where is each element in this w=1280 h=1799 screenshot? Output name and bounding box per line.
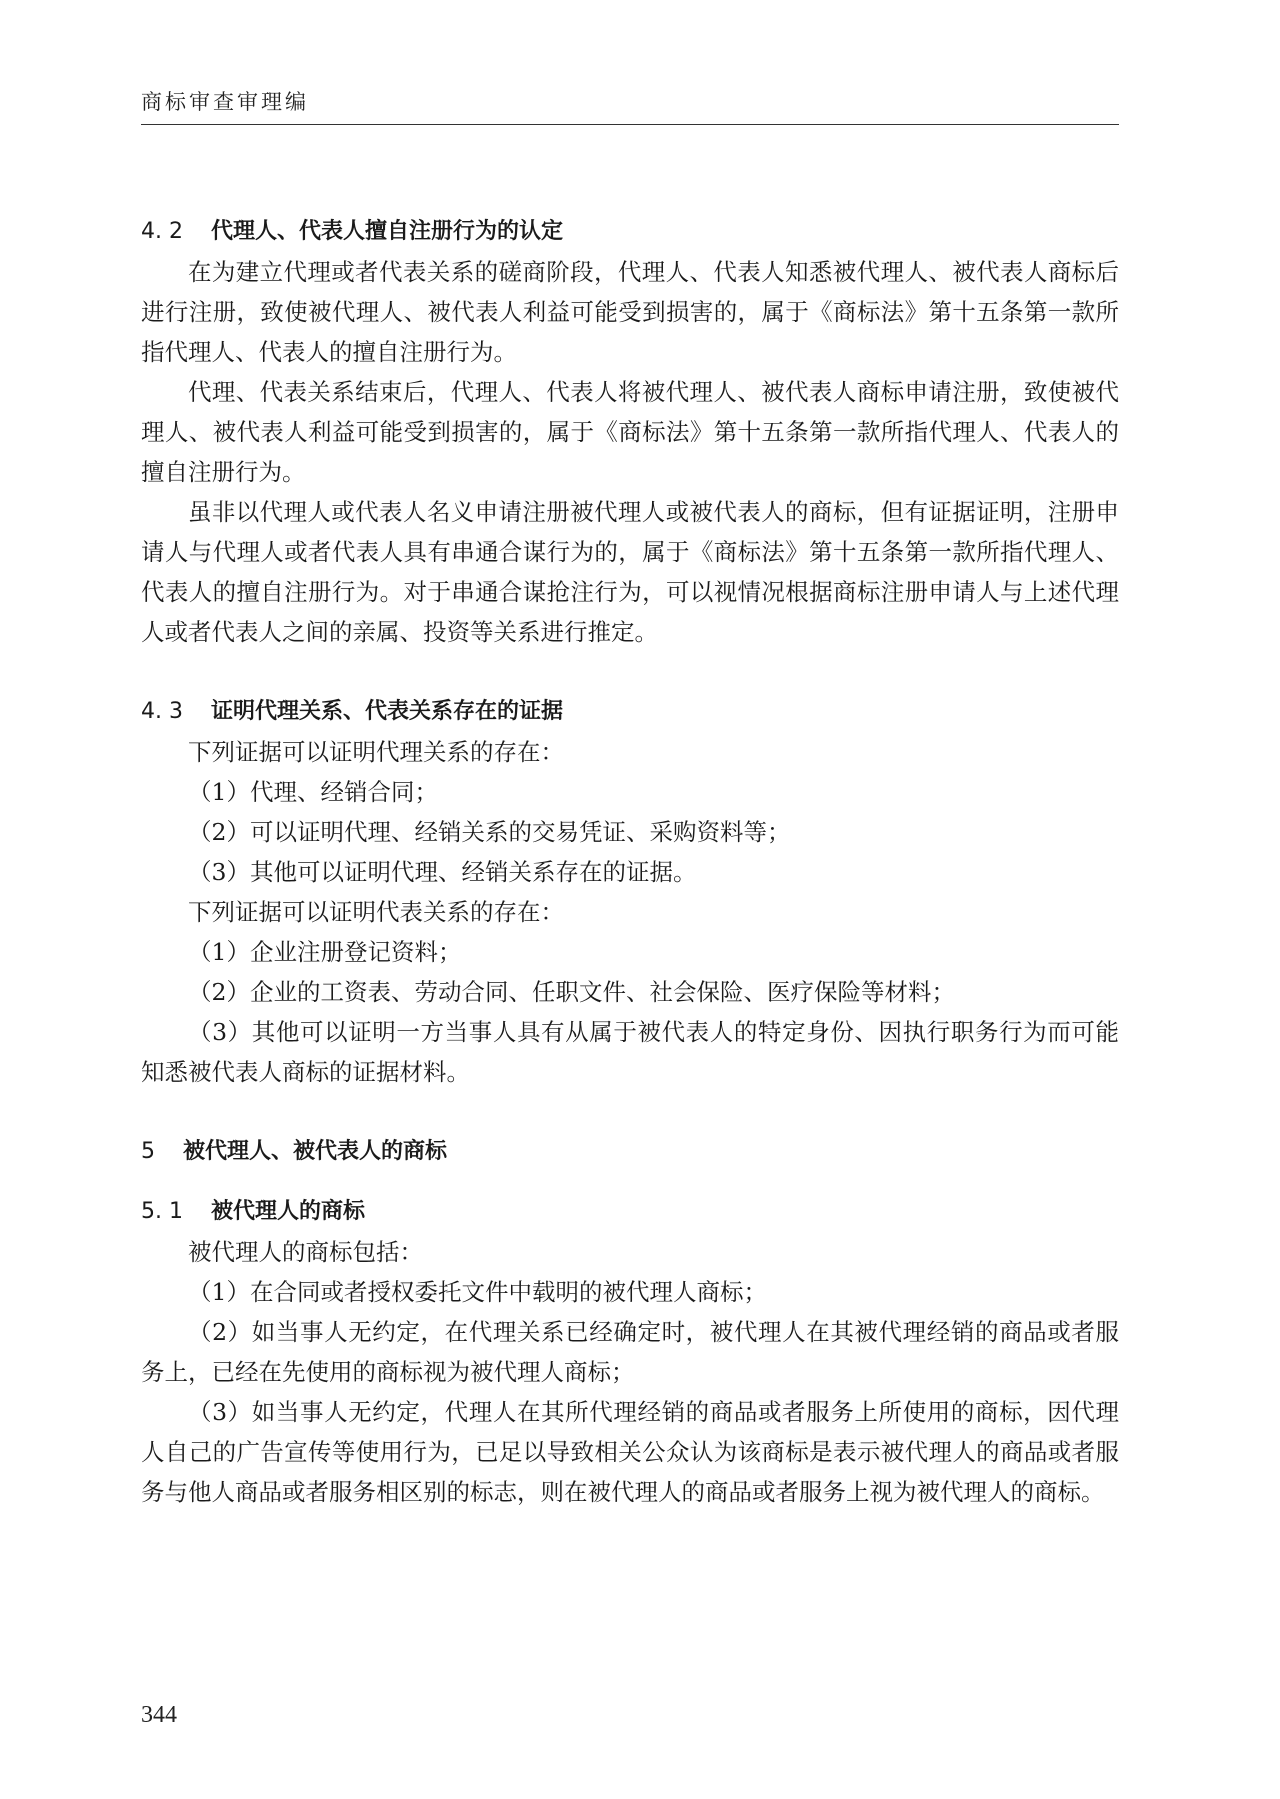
list-item: （1）企业注册登记资料； [188, 938, 462, 966]
paragraph: 下列证据可以证明代理关系的存在： [188, 738, 564, 766]
body-text [141, 212, 1119, 1512]
list-item: （3）其他可以证明代理、经销关系存在的证据。 [188, 858, 697, 886]
section-spacer [141, 1092, 1119, 1132]
list-item: （1）在合同或者授权委托文件中载明的被代理人商标； [188, 1278, 767, 1306]
list-item: （2）可以证明代理、经销关系的交易凭证、采购资料等； [188, 818, 791, 846]
header-rule [141, 124, 1119, 125]
section-heading-5 [141, 1132, 1119, 1172]
section-heading-4-2 [141, 212, 1119, 252]
section-spacer [141, 652, 1119, 692]
page-number: 344 [141, 1702, 177, 1728]
list-item: （3）如当事人无约定，代理人在其所代理经销的商品或者服务上所使用的商标，因代理人自己的广告宣传等使用行为，已足以导致相关公众认为该商标是表示被代理人的商品或者服务与他人商品或者服务相区别的标志，则在被代理人的商品或者服务上视为被代理人的商标。 [141, 1398, 1119, 1506]
section-number: 5. 1 [141, 1199, 183, 1224]
paragraph: 代理、代表关系结束后，代理人、代表人将被代理人、被代表人商标申请注册，致使被代理人、被代表人利益可能受到损害的，属于《商标法》第十五条第一款所指代理人、代表人的擅自注册行为。 [141, 378, 1119, 486]
paragraph: 被代理人的商标包括： [188, 1238, 423, 1266]
paragraph: 在为建立代理或者代表关系的磋商阶段，代理人、代表人知悉被代理人、被代表人商标后进行注册，致使被代理人、被代表人利益可能受到损害的，属于《商标法》第十五条第一款所指代理人、代表人的擅自注册行为。 [141, 258, 1119, 366]
section-number: 5 [141, 1139, 155, 1164]
section-heading-4-3 [141, 692, 1119, 732]
section-heading-5-1 [141, 1192, 1119, 1232]
section-title: 被代理人的商标 [211, 1199, 366, 1224]
section-number: 4. 2 [141, 219, 183, 244]
paragraph: 虽非以代理人或代表人名义申请注册被代理人或被代表人的商标，但有证据证明，注册申请人与代理人或者代表人具有串通合谋行为的，属于《商标法》第十五条第一款所指代理人、代表人的擅自注册行为。对于串通合谋抢注行为，可以视情况根据商标注册申请人与上述代理人或者代表人之间的亲属、投资等关系进行推定。 [141, 498, 1119, 646]
section-title: 代理人、代表人擅自注册行为的认定 [211, 219, 564, 244]
list-item: （2）如当事人无约定，在代理关系已经确定时，被代理人在其被代理经销的商品或者服务上，已经在先使用的商标视为被代理人商标； [141, 1318, 1119, 1386]
running-header: 商标审查审理编 [141, 90, 309, 114]
list-item: （3）其他可以证明一方当事人具有从属于被代表人的特定身份、因执行职务行为而可能知悉被代表人商标的证据材料。 [141, 1018, 1119, 1086]
paragraph: 下列证据可以证明代表关系的存在： [188, 898, 564, 926]
document-page [141, 0, 1119, 1799]
section-number: 4. 3 [141, 699, 183, 724]
section-spacer [141, 1172, 1119, 1192]
list-item: （2）企业的工资表、劳动合同、任职文件、社会保险、医疗保险等材料； [188, 978, 955, 1006]
list-item: （1）代理、经销合同； [188, 778, 438, 806]
section-title: 证明代理关系、代表关系存在的证据 [211, 699, 564, 724]
section-title: 被代理人、被代表人的商标 [183, 1139, 448, 1164]
